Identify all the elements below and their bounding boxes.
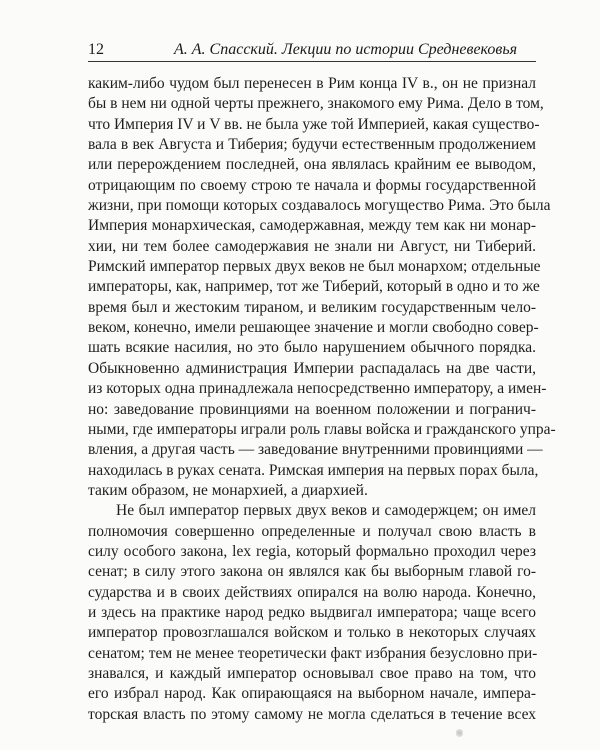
text-line: хии, ни тем более самодержавия не знали ни Август, ни Тиберий. [88,237,536,255]
text-line: шать всякие насилия, но это было нарушением обычного порядка. [88,339,536,357]
text-line: ными, где императоры играли роль главы войска и гражданского упра- [88,420,556,438]
text-line: сенат; в силу этого закона он являлся как бы выборным главой го- [88,563,536,581]
text-line: силу особого закона, lex regia, который формально проходил через [88,542,536,560]
text-line: что Империя IV и V вв. не была уже той Империей, какая существо- [88,115,540,133]
text-line: Империя монархическая, самодержавная, между тем как ни монар- [88,217,536,235]
text-line: отрицающим по своему строю те начала и формы государственной [88,176,536,194]
body-text [88,74,556,725]
text-line: знавался, и каждый император основывал свое право на том, что [88,664,536,682]
text-line: его избрал народ. Как опирающаяся на выборном начале, импера- [88,685,536,703]
text-line: сударства и в своих действиях опирался на волю народа. Конечно, [88,583,536,601]
text-line: таким образом, не монархией, а диархией. [88,481,368,499]
text-line: каким-либо чудом был перенесен в Рим конца IV в., он не признал [88,75,536,92]
print-speck [456,728,463,738]
text-line: Римский император первых двух веков не был монархом; отдельные [88,258,541,276]
text-line: жизни, при помощи которых создавалось могущество Рима. Это была [88,197,551,215]
text-line: из которых одна принадлежала непосредственно императору, а имен- [88,380,547,398]
text-line: вления, а другая часть — заведование внутренними провинциями — [88,441,543,459]
text-line: но: заведование провинциями на военном положении и погранич- [88,400,536,418]
page-number: 12 [88,41,104,58]
text-line: сенатом; тем не менее теоретически факт избрания безусловно при- [88,644,538,662]
text-line: и здесь на практике народ редко выдвигал императора; чаще всего [88,603,536,621]
text-line: император провозглашался войском и только в некоторых случаях [88,624,536,642]
text-line: время был и жестоким тираном, и великим государственным чело- [88,298,536,316]
paragraph-1 [88,74,556,501]
text-line: веком, конечно, имели решающее значение и могли свободно совер- [88,319,539,337]
page-header [88,39,536,62]
text-line: Обыкновенно администрация Империи распадалась на две части, [88,359,536,377]
text-line: бы в нем ни одной черты прежнего, знакомого ему Рима. Дело в том, [88,95,544,113]
text-line: находилась в руках сената. Римская империя на первых порах была, [88,461,539,479]
text-line: полномочия совершенно определенные и получал свою власть в [88,522,536,540]
text-line: императоры, как, например, тот же Тиберий, который в одно и то же [88,278,540,296]
text-line: или перерождением последней, она являлась крайним ее выводом, [88,156,536,174]
text-line: Не был император первых двух веков и самодержцем; он имел [116,502,536,520]
paragraph-2 [88,501,536,725]
text-line: торская власть по этому самому не могла сделаться в течение всех [88,705,536,723]
running-title: А. А. Спасский. Лекции по истории Средневековья [174,41,518,58]
text-line: вала в век Августа и Тиберия; будучи естественным продолжением [88,136,536,154]
